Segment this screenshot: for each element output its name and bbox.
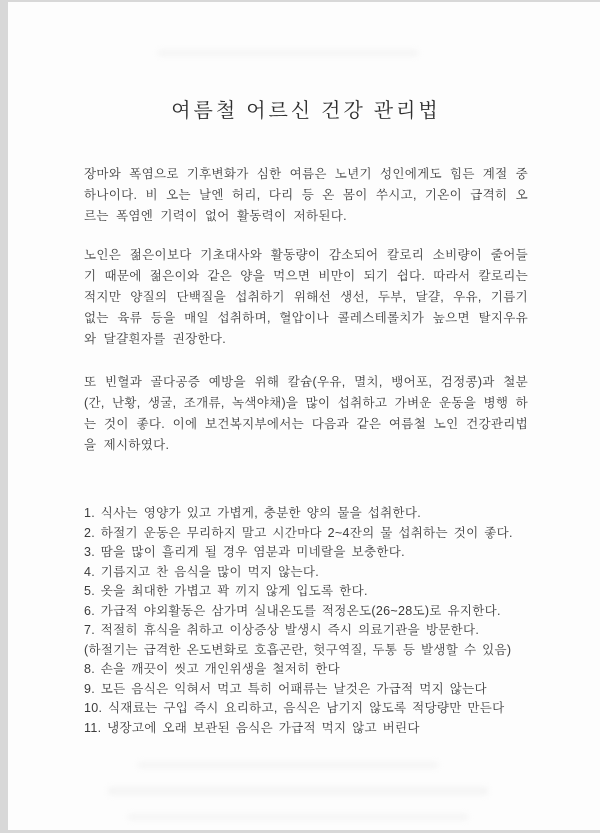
bleed-through-artifact	[138, 762, 438, 768]
list-item-1: 1. 식사는 영양가 있고 가볍게, 충분한 양의 물을 섭취한다.	[84, 506, 422, 520]
paragraph-nutrition: 노인은 젊은이보다 기초대사와 활동량이 감소되어 칼로리 소비량이 줄어들기 때문에 젊은이와 같은 양을 먹으면 비만이 되기 쉽다. 따라서 칼로리는 적지만 양질의 단백질을 섭취하기 위해선 생선, 두부, 달걀, 우유, 기름기 없는 육류 등을 매일 섭취하며, 혈압이나 콜레스테롤치가 높으면 탈지우유와 달걀흰자를 권장한다.	[84, 248, 528, 346]
list-item-6: 6. 가급적 야외활동은 삼가며 실내온도를 적정온도(26~28도)로 유지한다.	[84, 603, 501, 618]
list-item-4: 4. 기름지고 찬 음식을 많이 먹지 않는다.	[84, 564, 320, 579]
list-item-2: 2. 하절기 운동은 무리하지 말고 시간마다 2~4잔의 물 섭취하는 것이 좋다.	[84, 525, 513, 540]
list-item-7: 7. 적절히 휴식을 취하고 이상증상 발생시 즉시 의료기관을 방문한다.	[84, 623, 480, 637]
guideline-list	[84, 504, 528, 738]
list-item-9: 9. 모든 음식은 익혀서 먹고 특히 어패류는 날것은 가급적 먹지 않는다	[84, 681, 487, 696]
list-item-8: 8. 손을 깨끗이 씻고 개인위생을 철저히 한다	[84, 662, 341, 676]
list-item-7-note: (하절기는 급격한 온도변화로 호흡곤란, 헛구역질, 두통 등 발생할 수 있음)	[84, 642, 512, 657]
document-content	[84, 2, 528, 738]
document-title: 여름철 어르신 건강 관리법	[171, 100, 441, 122]
bleed-through-artifact	[108, 787, 488, 795]
bleed-through-artifact	[128, 814, 468, 820]
paragraph-calcium-iron: 또 빈혈과 골다공증 예방을 위해 칼슘(우유, 멸치, 뱅어포, 검정콩)과 철분(간, 난황, 생굴, 조개류, 녹색야채)을 많이 섭취하고 가벼운 운동을 병행 하는 것이 좋다. 이에 보건복지부에서는 다음과 같은 여름철 노인 건강관리법을 제시하였다.	[84, 375, 528, 452]
document-page	[8, 2, 600, 830]
list-item-10: 10. 식재료는 구입 즉시 요리하고, 음식은 남기지 않도록 적당량만 만든다	[84, 701, 505, 715]
paragraph-climate-intro: 장마와 폭염으로 기후변화가 심한 여름은 노년기 성인에게도 힘든 계절 중 하나이다. 비 오는 날엔 허리, 다리 등 온 몸이 쑤시고, 기온이 급격히 오르는 폭염엔 기력이 없어 활동력이 저하된다.	[84, 167, 528, 223]
list-item-5: 5. 옷을 최대한 가볍고 꽉 끼지 않게 입도록 한다.	[84, 584, 368, 598]
list-item-11: 11. 냉장고에 오래 보관된 음식은 가급적 먹지 않고 버린다	[84, 720, 420, 735]
list-item-3: 3. 땀을 많이 흘리게 될 경우 염분과 미네랄을 보충한다.	[84, 545, 405, 559]
